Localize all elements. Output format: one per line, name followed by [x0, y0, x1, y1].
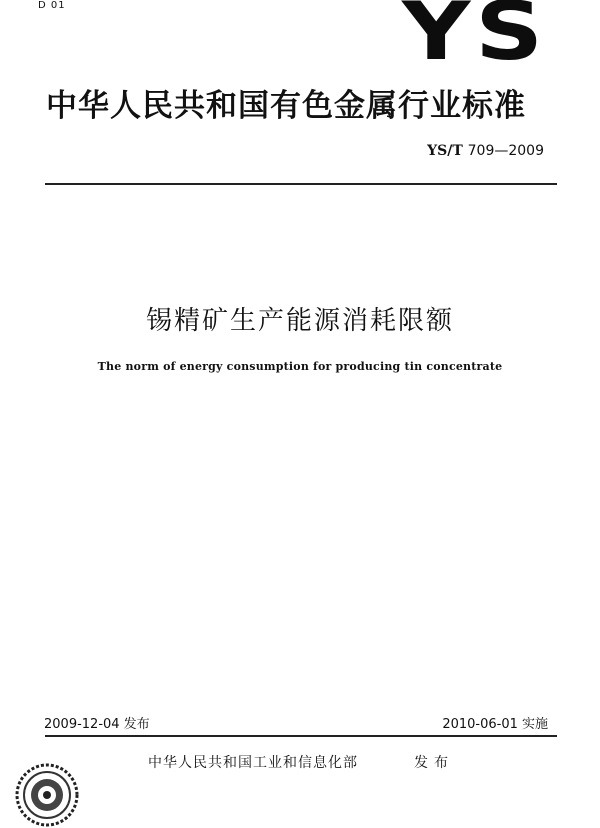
- issue-date: 2009-12-04 发布: [44, 717, 150, 732]
- document-title-english: The norm of energy consumption for producing tin concentrate: [97, 360, 503, 373]
- issuing-authority: 中华人民共和国工业和信息化部: [148, 755, 358, 771]
- implementation-date: 2010-06-01 实施: [442, 717, 548, 732]
- standard-prefix: YS/T: [427, 143, 463, 159]
- footer-divider: [45, 735, 557, 737]
- classification-code: D 01: [38, 0, 66, 11]
- standard-number: [427, 143, 544, 159]
- standard-number-value: 709—2009: [467, 143, 544, 159]
- header-divider: [45, 183, 557, 185]
- document-title-chinese: 锡精矿生产能源消耗限额: [145, 306, 454, 336]
- organization-title: 中华人民共和国有色金属行业标准: [46, 88, 526, 124]
- seal-emblem-icon: [14, 762, 80, 828]
- issue-action: 发布: [414, 755, 454, 771]
- ys-logo: YS: [402, 0, 548, 78]
